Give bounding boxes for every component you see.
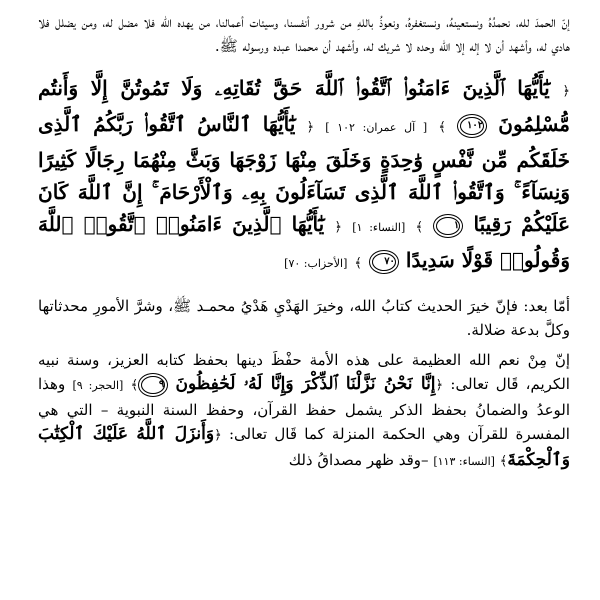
intro-paragraph: إنّ الحمدَ لله، نحمدُهُ ونستعينهُ، ونستغفرهُ، ونعوذُ باللهِ من شرور أنفسنا، وسيئات أعمالنا، من يهده الله فلا مضل له، ومن يضلل فلا هادي له، وأشهد أن لا إله إلا الله وحده لا شريك له، وأشهد أن محمدا عبده ورسوله ﷺ. xyxy=(38,13,570,55)
verse-3: يَٰٓأَيُّهَا ٱلَّذِينَ ءَامَنُوا۟ ٱتَّقُوا۟ ٱللَّهَ وَقُولُوا۟ قَوْلًا سَدِيدًا xyxy=(38,212,570,272)
body-text-2: وهذا الوعدُ والضمانُ بحفظ الذكر يشمل حفظ القرآن، وحفظ السنة النبوية – التي هي المفسرة للقرآن وهي الحكمة المنزلة كما قَال تعالى: xyxy=(38,375,570,443)
body-paragraph xyxy=(38,348,570,474)
inline-verse-1: إِنَّا نَحْنُ نَزَّلْنَا ٱلذِّكْرَ وَإِنَّا لَهُۥ لَحَٰفِظُونَ xyxy=(175,374,436,394)
verse-3-reference: [الأحزاب: ٧٠] xyxy=(284,257,348,270)
ayah-number-1: ١٠٢ xyxy=(460,117,484,135)
open-ornament: ﴿ xyxy=(562,84,571,99)
verse-1: يَٰٓأَيُّهَا ٱلَّذِينَ ءَامَنُوا۟ ٱتَّقُوا۟ ٱللَّهَ حَقَّ تُقَاتِهِۦ وَلَا تَمُوتُنَّ إِلَّا وَأَنتُم مُّسْلِمُونَ xyxy=(38,76,571,136)
close-ornament: ﴾ xyxy=(354,256,362,271)
open-ornament: ﴿ xyxy=(306,120,315,135)
verse-2-reference: [النساء: ١] xyxy=(352,221,406,234)
open-ornament: ﴿ xyxy=(214,428,222,443)
after-paragraph: أمّا بعد: فإنّ خيرَ الحديث كتابُ الله، وخيرَ الهَدْيِ هَدْيُ محمـد ﷺ، وشرَّ الأمورِ محدثاتها وكلَّ بدعة ضلالة. xyxy=(38,297,570,339)
inline-verse-2-reference: [النساء: ١١٣] xyxy=(433,455,495,468)
open-ornament: ﴿ xyxy=(334,220,343,235)
ayah-number-4: ٩ xyxy=(141,376,165,394)
document-page xyxy=(38,10,570,474)
body-text-1: إنّ مِنْ نعم الله العظيمة على هذه الأمة حفْظَ دينها بحفظ كتابه العزيز، وسنة نبيه الكريم، قَال تعالى: xyxy=(38,351,570,393)
close-ornament: ﴾ xyxy=(438,120,446,135)
ayah-number-2: ١ xyxy=(436,217,460,235)
verse-1-reference: [ آل عمران: ١٠٢ ] xyxy=(325,121,428,134)
ayah-number-3: ٧٠ xyxy=(372,253,396,271)
body-text-3: –وقد ظهر مصداقُ ذلك xyxy=(288,451,429,469)
inline-verse-1-reference: [الحجر: ٩] xyxy=(72,379,124,392)
quran-verses-block xyxy=(38,72,570,280)
close-ornament: ﴾ xyxy=(130,378,139,393)
inline-verse-2: وَأَنزَلَ ٱللَّهُ عَلَيْكَ ٱلْكِتَٰبَ وَٱلْحِكْمَةَ xyxy=(38,424,570,470)
close-ornament: ﴾ xyxy=(499,454,508,469)
close-ornament: ﴾ xyxy=(415,220,424,235)
verse-2: يَٰٓأَيُّهَا ٱلنَّاسُ ٱتَّقُوا۟ رَبَّكُمُ ٱلَّذِى خَلَقَكُم مِّن نَّفْسٍ وَٰحِدَةٍ وَخَلَقَ مِنْهَا زَوْجَهَا وَبَثَّ مِنْهُمَا رِجَالًا كَثِيرًا وَنِسَآءً ۚ وَٱتَّقُوا۟ ٱللَّهَ ٱلَّذِى تَسَآءَلُونَ بِهِۦ وَٱلْأَرْحَامَ ۚ إِنَّ ٱللَّهَ كَانَ عَلَيْكُمْ رَقِيبًا xyxy=(38,112,571,236)
open-ornament: ﴿ xyxy=(435,378,444,393)
